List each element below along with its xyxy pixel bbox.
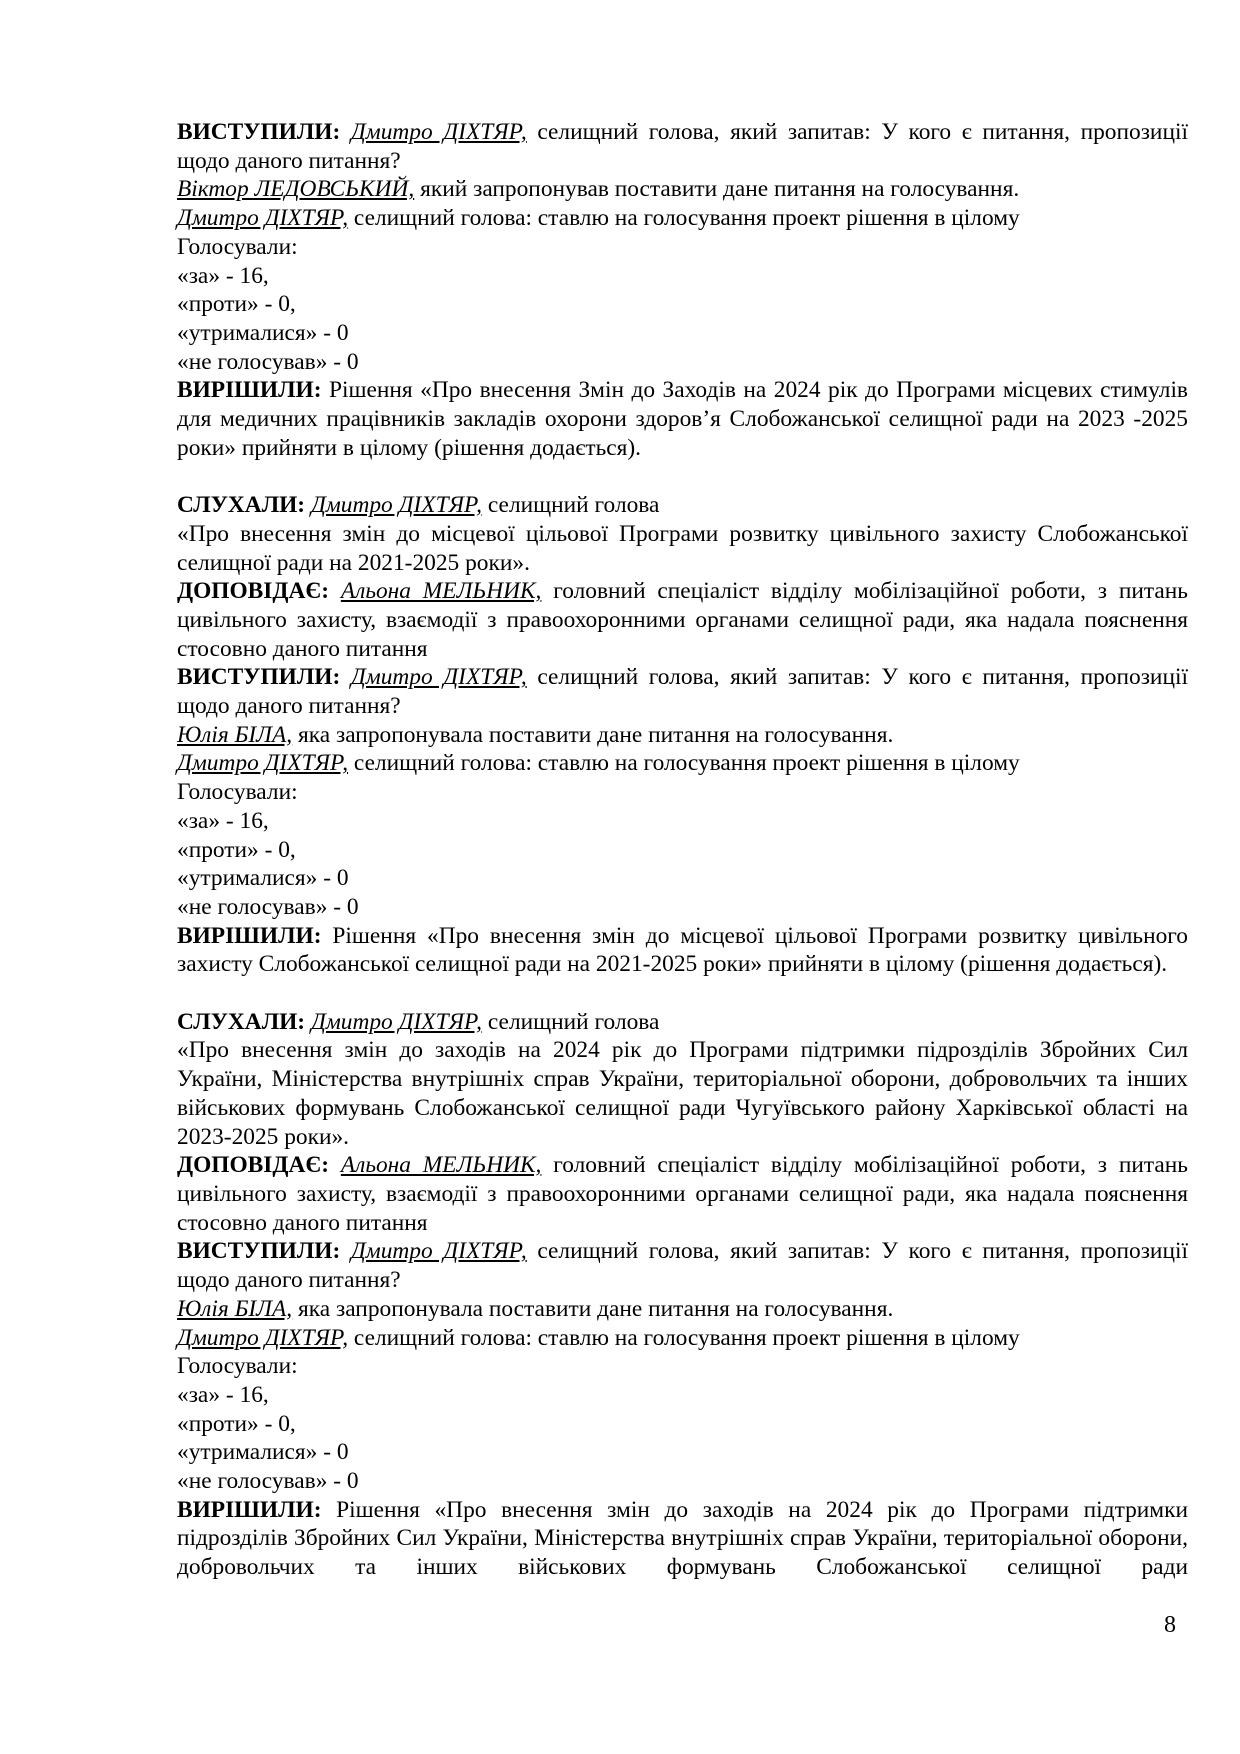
speakers-paragraph bbox=[177, 118, 1188, 175]
reporter-label: ДОПОВІДАЄ: bbox=[177, 1152, 330, 1179]
speakers-paragraph bbox=[177, 1237, 1188, 1294]
proposal-text: який запропонував поставити дане питання на голосування. bbox=[420, 176, 1020, 203]
heard-text: селищний голова bbox=[487, 492, 660, 519]
proposal-text: яка запропонувала поставити дане питання на голосування. bbox=[298, 1295, 894, 1322]
put-to-vote-line bbox=[177, 1324, 1188, 1353]
proposal-line bbox=[177, 1295, 1188, 1324]
decision-text: Рішення «Про внесення змін до місцевої цільової Програми розвитку цивільного захисту Слобожанської селищної ради на 2021-2025 роки» прийняти в цілому (рішення додається). bbox=[177, 922, 1188, 978]
vote-against: «проти» - 0, bbox=[177, 291, 296, 318]
heard-text: селищний голова bbox=[487, 1008, 660, 1035]
speaker-text: селищний голова, який запитав: У кого є питання, пропозиції щодо даного питання? bbox=[177, 119, 1188, 174]
heard-name: Дмитро ДІХТЯР, bbox=[310, 492, 483, 519]
heard-line bbox=[177, 1008, 1188, 1037]
document-page bbox=[177, 118, 1188, 1582]
speaker-name: Дмитро ДІХТЯР, bbox=[350, 1238, 527, 1265]
proposer-name: Юлія БІЛА, bbox=[177, 721, 293, 748]
put-to-vote-line bbox=[177, 204, 1188, 233]
proposal-line bbox=[177, 721, 1188, 750]
vote-for: «за» - 16, bbox=[177, 807, 269, 834]
heard-name: Дмитро ДІХТЯР, bbox=[310, 1008, 483, 1035]
speakers-label: ВИСТУПИЛИ: bbox=[177, 664, 341, 691]
vote-abstained: «утрималися» - 0 bbox=[177, 865, 349, 892]
reporter-paragraph bbox=[177, 577, 1188, 663]
agenda-item-2 bbox=[177, 491, 1188, 979]
vote-heading: Голосували: bbox=[177, 779, 298, 806]
chair-name: Дмитро ДІХТЯР, bbox=[177, 205, 349, 232]
decision-paragraph bbox=[177, 922, 1188, 979]
vote-heading: Голосували: bbox=[177, 233, 298, 260]
heard-label: СЛУХАЛИ: bbox=[177, 1008, 306, 1035]
decision-label: ВИРІШИЛИ: bbox=[177, 1496, 322, 1523]
speakers-label: ВИСТУПИЛИ: bbox=[177, 1238, 341, 1265]
vote-not-voted: «не голосував» - 0 bbox=[177, 1468, 359, 1495]
reporter-name: Альона МЕЛЬНИК, bbox=[340, 578, 542, 605]
reporter-paragraph bbox=[177, 1151, 1188, 1237]
put-to-vote-text: селищний голова: ставлю на голосування проект рішення в цілому bbox=[353, 750, 1020, 777]
speakers-paragraph bbox=[177, 663, 1188, 720]
proposer-name: Юлія БІЛА, bbox=[177, 1295, 293, 1322]
speakers-label: ВИСТУПИЛИ: bbox=[177, 119, 341, 145]
heard-line bbox=[177, 491, 1188, 520]
agenda-item-3 bbox=[177, 1008, 1188, 1582]
speaker-text: селищний голова, який запитав: У кого є питання, пропозиції щодо даного питання? bbox=[177, 664, 1188, 720]
heard-label: СЛУХАЛИ: bbox=[177, 492, 306, 519]
vote-not-voted: «не голосував» - 0 bbox=[177, 348, 359, 375]
put-to-vote-text: селищний голова: ставлю на голосування проект рішення в цілому bbox=[353, 1324, 1020, 1351]
vote-abstained: «утрималися» - 0 bbox=[177, 1439, 349, 1466]
decision-text: Рішення «Про внесення змін до заходів на 2024 рік до Програми підтримки підрозділів Збройних Сил України, Міністерства внутрішніх справ України, територіальної оборони, добровольчих та інших військових формувань Слобожанської селищної ради bbox=[177, 1496, 1188, 1581]
decision-paragraph bbox=[177, 376, 1188, 462]
section-spacer bbox=[177, 462, 1188, 491]
proposal-text: яка запропонувала поставити дане питання на голосування. bbox=[298, 721, 894, 748]
decision-label: ВИРІШИЛИ: bbox=[177, 377, 322, 404]
decision-label: ВИРІШИЛИ: bbox=[177, 922, 322, 949]
chair-name: Дмитро ДІХТЯР, bbox=[177, 750, 349, 777]
chair-name: Дмитро ДІХТЯР, bbox=[177, 1324, 349, 1351]
decision-text: Рішення «Про внесення Змін до Заходів на 2024 рік до Програми місцевих стимулів для медичних працівників закладів охорони здоров’я Слобожанської селищної ради на 2023 -2025 роки» прийняти в цілому (рішення додається). bbox=[177, 377, 1188, 461]
agenda-title: «Про внесення змін до заходів на 2024 рік до Програми підтримки підрозділів Збройних Сил України, Міністерства внутрішніх справ України, територіальної оборони, добровольчих та інших військових формувань Слобожанської селищної ради Чугуївського району Харківської області на 2023-2025 роки». bbox=[177, 1037, 1188, 1150]
proposer-name: Віктор ЛЕДОВСЬКИЙ, bbox=[177, 176, 415, 203]
section-spacer bbox=[177, 979, 1188, 1008]
vote-for: «за» - 16, bbox=[177, 262, 269, 289]
vote-against: «проти» - 0, bbox=[177, 1410, 296, 1437]
reporter-label: ДОПОВІДАЄ: bbox=[177, 578, 330, 605]
vote-abstained: «утрималися» - 0 bbox=[177, 319, 349, 346]
proposal-line bbox=[177, 175, 1188, 204]
put-to-vote-line bbox=[177, 749, 1188, 778]
reporter-text: головний спеціаліст відділу мобілізаційної роботи, з питань цивільного захисту, взаємодії з правоохоронними органами селищної ради, яка надала пояснення стосовно даного питання bbox=[177, 1152, 1188, 1236]
speaker-name: Дмитро ДІХТЯР, bbox=[350, 664, 527, 691]
vote-heading: Голосували: bbox=[177, 1353, 298, 1380]
agenda-item-1 bbox=[177, 118, 1188, 462]
put-to-vote-text: селищний голова: ставлю на голосування проект рішення в цілому bbox=[353, 205, 1020, 232]
speaker-text: селищний голова, який запитав: У кого є питання, пропозиції щодо даного питання? bbox=[177, 1238, 1188, 1294]
decision-paragraph bbox=[177, 1496, 1188, 1582]
reporter-name: Альона МЕЛЬНИК, bbox=[340, 1152, 542, 1179]
reporter-text: головний спеціаліст відділу мобілізаційної роботи, з питань цивільного захисту, взаємодії з правоохоронними органами селищної ради, яка надала пояснення стосовно даного питання bbox=[177, 578, 1188, 662]
vote-for: «за» - 16, bbox=[177, 1381, 269, 1408]
page-number: 8 bbox=[1164, 1612, 1176, 1638]
vote-not-voted: «не голосував» - 0 bbox=[177, 893, 359, 920]
agenda-title: «Про внесення змін до місцевої цільової Програми розвитку цивільного захисту Слобожанської селищної ради на 2021-2025 роки». bbox=[177, 520, 1188, 576]
vote-against: «проти» - 0, bbox=[177, 836, 296, 863]
speaker-name: Дмитро ДІХТЯР, bbox=[350, 119, 527, 145]
